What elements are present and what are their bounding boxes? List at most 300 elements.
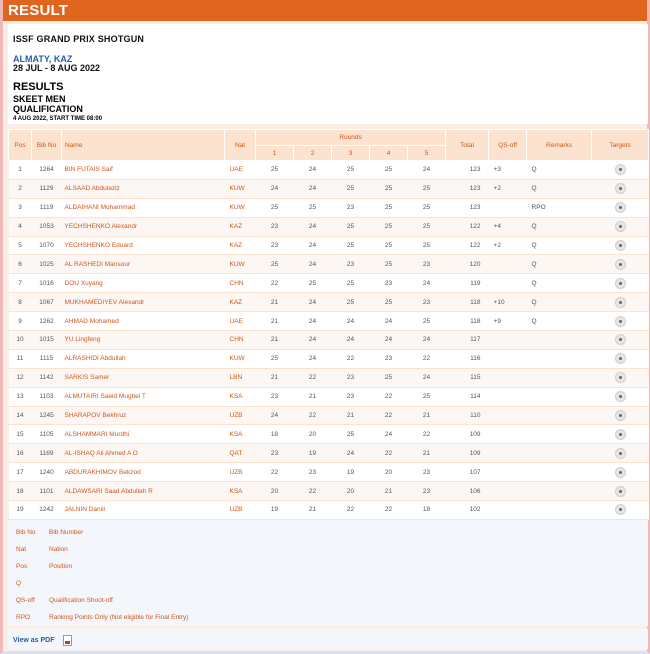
- cell-remarks: [527, 349, 592, 368]
- cell-name: YECHSHENKO Eduard: [62, 236, 225, 255]
- cell-round-1: 21: [256, 368, 294, 387]
- cell-qs-off: +2: [489, 236, 527, 255]
- cell-pos: 9: [9, 312, 32, 331]
- cell-remarks: Q: [527, 236, 592, 255]
- cell-round-2: 19: [294, 444, 332, 463]
- cell-nat: UZB: [225, 406, 256, 425]
- col-round-1: 1: [256, 146, 294, 161]
- table-row: [9, 198, 649, 217]
- cell-total: 118: [446, 293, 489, 312]
- cell-name: AHMAD Mohamed: [62, 312, 225, 331]
- cell-qs-off: +10: [489, 293, 527, 312]
- cell-round-4: 24: [370, 312, 408, 331]
- cell-pos: 14: [9, 406, 32, 425]
- cell-nat: KUW: [225, 198, 256, 217]
- cell-targets: [592, 406, 649, 425]
- cell-total: 102: [446, 501, 489, 520]
- cell-bib: 1115: [32, 349, 62, 368]
- target-icon[interactable]: [615, 316, 626, 327]
- cell-nat: KSA: [225, 482, 256, 501]
- cell-qs-off: [489, 331, 527, 350]
- cell-round-3: 23: [332, 387, 370, 406]
- cell-round-1: 22: [256, 463, 294, 482]
- cell-bib: 1105: [32, 425, 62, 444]
- cell-qs-off: [489, 368, 527, 387]
- cell-pos: 19: [9, 501, 32, 520]
- cell-name: YECHSHENKO Alexandr: [62, 217, 225, 236]
- cell-round-4: 22: [370, 387, 408, 406]
- cell-round-4: 24: [370, 331, 408, 350]
- cell-bib: 1016: [32, 274, 62, 293]
- cell-nat: UAE: [225, 161, 256, 180]
- cell-name: JALNIN Daniil: [62, 501, 225, 520]
- cell-nat: CHN: [225, 331, 256, 350]
- cell-pos: 10: [9, 331, 32, 350]
- cell-total: 118: [446, 312, 489, 331]
- cell-nat: UZB: [225, 463, 256, 482]
- legend-value: Bib Number: [49, 529, 84, 536]
- cell-targets: [592, 368, 649, 387]
- page-title: RESULT: [3, 0, 647, 21]
- cell-qs-off: +3: [489, 161, 527, 180]
- legend-value: Position: [49, 563, 73, 570]
- cell-nat: UZB: [225, 501, 256, 520]
- legend-value: Nation: [49, 546, 68, 553]
- cell-targets: [592, 444, 649, 463]
- table-row: [9, 463, 649, 482]
- cell-total: 106: [446, 482, 489, 501]
- legend-value: Qualification Shoot-off: [49, 597, 113, 604]
- cell-round-5: 25: [408, 217, 446, 236]
- cell-round-3: 25: [332, 179, 370, 198]
- cell-targets: [592, 387, 649, 406]
- cell-total: 110: [446, 406, 489, 425]
- cell-round-4: 25: [370, 255, 408, 274]
- legend-key: Pos: [16, 563, 28, 570]
- target-icon[interactable]: [615, 504, 626, 515]
- cell-qs-off: [489, 387, 527, 406]
- col-round-4: 4: [370, 146, 408, 161]
- results-body: [9, 161, 649, 520]
- cell-round-2: 24: [294, 331, 332, 350]
- cell-targets: [592, 425, 649, 444]
- table-row: [9, 331, 649, 350]
- cell-remarks: Q: [527, 312, 592, 331]
- cell-round-4: 22: [370, 406, 408, 425]
- cell-name: ALDAIHANI Mohammad: [62, 198, 225, 217]
- cell-total: 115: [446, 368, 489, 387]
- cell-pos: 7: [9, 274, 32, 293]
- cell-remarks: [527, 406, 592, 425]
- cell-pos: 6: [9, 255, 32, 274]
- cell-targets: [592, 312, 649, 331]
- cell-name: DOU Xuyang: [62, 274, 225, 293]
- discipline-label: SKEET MEN: [13, 94, 66, 104]
- cell-total: 109: [446, 425, 489, 444]
- target-icon[interactable]: [615, 410, 626, 421]
- cell-targets: [592, 331, 649, 350]
- cell-total: 114: [446, 387, 489, 406]
- cell-remarks: [527, 444, 592, 463]
- target-icon[interactable]: [615, 202, 626, 213]
- target-icon[interactable]: [615, 221, 626, 232]
- target-icon[interactable]: [615, 486, 626, 497]
- cell-round-2: 24: [294, 312, 332, 331]
- cell-bib: 1262: [32, 312, 62, 331]
- cell-round-3: 25: [332, 293, 370, 312]
- cell-qs-off: [489, 482, 527, 501]
- col-total: Total: [446, 130, 489, 161]
- cell-round-1: 24: [256, 179, 294, 198]
- legend-key: QS-off: [16, 597, 35, 604]
- cell-targets: [592, 179, 649, 198]
- col-pos: Pos: [9, 130, 32, 161]
- pdf-icon[interactable]: [63, 635, 72, 646]
- cell-bib: 1119: [32, 198, 62, 217]
- table-row: [9, 161, 649, 180]
- cell-round-5: 25: [408, 312, 446, 331]
- cell-round-4: 23: [370, 274, 408, 293]
- cell-name: ALRASHIDI Abdullah: [62, 349, 225, 368]
- cell-round-1: 25: [256, 198, 294, 217]
- results-table: [8, 129, 649, 520]
- target-icon[interactable]: [615, 334, 626, 345]
- col-round-3: 3: [332, 146, 370, 161]
- cell-name: SHARAPOV Bekhruz: [62, 406, 225, 425]
- cell-round-3: 22: [332, 349, 370, 368]
- cell-remarks: [527, 387, 592, 406]
- cell-round-2: 20: [294, 425, 332, 444]
- target-icon[interactable]: [615, 259, 626, 270]
- cell-qs-off: [489, 444, 527, 463]
- cell-targets: [592, 463, 649, 482]
- col-nat: Nat: [225, 130, 256, 161]
- cell-total: 122: [446, 217, 489, 236]
- cell-round-2: 24: [294, 179, 332, 198]
- cell-round-1: 22: [256, 274, 294, 293]
- target-icon[interactable]: [615, 467, 626, 478]
- cell-round-2: 22: [294, 406, 332, 425]
- table-row: [9, 444, 649, 463]
- table-row: [9, 274, 649, 293]
- cell-round-4: 23: [370, 349, 408, 368]
- cell-pos: 17: [9, 463, 32, 482]
- cell-bib: 1264: [32, 161, 62, 180]
- cell-name: YU Lingfeng: [62, 331, 225, 350]
- cell-bib: 1070: [32, 236, 62, 255]
- cell-round-4: 25: [370, 198, 408, 217]
- cell-round-5: 24: [408, 331, 446, 350]
- cell-nat: KAZ: [225, 217, 256, 236]
- cell-targets: [592, 482, 649, 501]
- event-location: ALMATY, KAZ: [13, 54, 73, 64]
- target-icon[interactable]: [615, 164, 626, 175]
- cell-pos: 3: [9, 198, 32, 217]
- cell-bib: 1067: [32, 293, 62, 312]
- legend-key: Bib No: [16, 529, 36, 536]
- col-round-5: 5: [408, 146, 446, 161]
- table-row: [9, 501, 649, 520]
- cell-round-3: 23: [332, 368, 370, 387]
- cell-total: 116: [446, 349, 489, 368]
- cell-remarks: [527, 425, 592, 444]
- table-row: [9, 255, 649, 274]
- table-row: [9, 293, 649, 312]
- legend-value: Ranking Points Only (Not eligible for Final Entry): [49, 614, 189, 621]
- cell-remarks: Q: [527, 217, 592, 236]
- cell-nat: KAZ: [225, 236, 256, 255]
- cell-targets: [592, 217, 649, 236]
- cell-round-3: 20: [332, 482, 370, 501]
- target-icon[interactable]: [615, 240, 626, 251]
- cell-targets: [592, 161, 649, 180]
- cell-remarks: [527, 482, 592, 501]
- cell-round-4: 20: [370, 463, 408, 482]
- target-icon[interactable]: [615, 353, 626, 364]
- cell-qs-off: [489, 349, 527, 368]
- cell-round-4: 22: [370, 444, 408, 463]
- cell-pos: 15: [9, 425, 32, 444]
- start-time: 4 AUG 2022, START TIME 08:00: [13, 116, 103, 122]
- cell-round-2: 25: [294, 274, 332, 293]
- cell-round-5: 24: [408, 161, 446, 180]
- cell-round-1: 20: [256, 482, 294, 501]
- cell-remarks: [527, 331, 592, 350]
- target-icon[interactable]: [615, 278, 626, 289]
- cell-bib: 1053: [32, 217, 62, 236]
- cell-bib: 1245: [32, 406, 62, 425]
- cell-round-5: 24: [408, 274, 446, 293]
- cell-name: SARKIS Samer: [62, 368, 225, 387]
- cell-round-4: 21: [370, 482, 408, 501]
- cell-round-3: 25: [332, 217, 370, 236]
- cell-bib: 1169: [32, 444, 62, 463]
- cell-round-2: 24: [294, 217, 332, 236]
- view-pdf-link[interactable]: View as PDF: [13, 637, 55, 644]
- table-row: [9, 236, 649, 255]
- cell-total: 119: [446, 274, 489, 293]
- table-row: [9, 425, 649, 444]
- phase-label: QUALIFICATION: [13, 104, 83, 114]
- cell-pos: 1: [9, 161, 32, 180]
- cell-round-2: 24: [294, 293, 332, 312]
- cell-round-5: 24: [408, 368, 446, 387]
- table-row: [9, 406, 649, 425]
- cell-bib: 1025: [32, 255, 62, 274]
- target-icon[interactable]: [615, 372, 626, 383]
- cell-round-2: 24: [294, 349, 332, 368]
- cell-bib: 1129: [32, 179, 62, 198]
- cell-nat: KUW: [225, 349, 256, 368]
- cell-qs-off: [489, 501, 527, 520]
- cell-round-3: 24: [332, 444, 370, 463]
- cell-round-1: 24: [256, 406, 294, 425]
- cell-round-3: 23: [332, 198, 370, 217]
- col-round-2: 2: [294, 146, 332, 161]
- cell-targets: [592, 198, 649, 217]
- cell-remarks: [527, 501, 592, 520]
- cell-round-3: 25: [332, 236, 370, 255]
- cell-round-4: 25: [370, 293, 408, 312]
- cell-round-4: 25: [370, 161, 408, 180]
- cell-qs-off: [489, 406, 527, 425]
- cell-remarks: [527, 463, 592, 482]
- cell-round-1: 21: [256, 331, 294, 350]
- cell-qs-off: [489, 425, 527, 444]
- cell-round-5: 25: [408, 179, 446, 198]
- cell-bib: 1142: [32, 368, 62, 387]
- cell-round-5: 22: [408, 425, 446, 444]
- cell-name: MUKHAMEDIYEV Alexandr: [62, 293, 225, 312]
- cell-round-4: 25: [370, 217, 408, 236]
- cell-round-3: 19: [332, 463, 370, 482]
- event-name: ISSF GRAND PRIX SHOTGUN: [13, 34, 145, 44]
- cell-qs-off: +9: [489, 312, 527, 331]
- cell-pos: 18: [9, 482, 32, 501]
- cell-pos: 2: [9, 179, 32, 198]
- legend: [8, 520, 648, 626]
- cell-round-5: 21: [408, 406, 446, 425]
- cell-name: ABDURAKHIMOV Bekzod: [62, 463, 225, 482]
- col-qs-off: QS-off: [489, 130, 527, 161]
- cell-round-5: 21: [408, 444, 446, 463]
- cell-remarks: Q: [527, 179, 592, 198]
- cell-total: 122: [446, 236, 489, 255]
- cell-round-3: 23: [332, 255, 370, 274]
- cell-round-2: 24: [294, 236, 332, 255]
- cell-total: 107: [446, 463, 489, 482]
- cell-qs-off: +4: [489, 217, 527, 236]
- cell-round-1: 23: [256, 444, 294, 463]
- cell-pos: 16: [9, 444, 32, 463]
- footer: [8, 629, 648, 649]
- cell-qs-off: [489, 198, 527, 217]
- cell-name: ALSHAMMARI Murdhi: [62, 425, 225, 444]
- cell-bib: 1101: [32, 482, 62, 501]
- cell-name: AL RASHEDI Mansour: [62, 255, 225, 274]
- legend-key: Q: [16, 580, 22, 587]
- cell-pos: 13: [9, 387, 32, 406]
- target-icon[interactable]: [615, 429, 626, 440]
- cell-name: AL-ISHAQ Ali Ahmed A O: [62, 444, 225, 463]
- cell-bib: 1242: [32, 501, 62, 520]
- cell-remarks: RPO: [527, 198, 592, 217]
- cell-remarks: Q: [527, 293, 592, 312]
- event-header: [8, 24, 648, 124]
- event-dates: 28 JUL - 8 AUG 2022: [13, 63, 101, 73]
- cell-round-4: 24: [370, 425, 408, 444]
- legend-key: Nat: [16, 546, 27, 553]
- cell-targets: [592, 501, 649, 520]
- cell-qs-off: [489, 255, 527, 274]
- cell-nat: KSA: [225, 425, 256, 444]
- cell-round-5: 25: [408, 387, 446, 406]
- cell-round-1: 19: [256, 501, 294, 520]
- col-rounds: Rounds: [256, 130, 446, 146]
- cell-round-1: 23: [256, 217, 294, 236]
- cell-nat: QAT: [225, 444, 256, 463]
- table-row: [9, 387, 649, 406]
- cell-qs-off: [489, 274, 527, 293]
- cell-pos: 11: [9, 349, 32, 368]
- cell-nat: KAZ: [225, 293, 256, 312]
- cell-round-4: 25: [370, 179, 408, 198]
- cell-total: 117: [446, 331, 489, 350]
- cell-name: BIN FUTAIS Saif: [62, 161, 225, 180]
- table-row: [9, 179, 649, 198]
- cell-pos: 12: [9, 368, 32, 387]
- cell-pos: 5: [9, 236, 32, 255]
- cell-round-2: 24: [294, 255, 332, 274]
- cell-round-2: 21: [294, 387, 332, 406]
- cell-total: 123: [446, 179, 489, 198]
- col-bib: Bib No: [32, 130, 62, 161]
- cell-round-1: 25: [256, 161, 294, 180]
- target-icon[interactable]: [615, 448, 626, 459]
- target-icon[interactable]: [615, 183, 626, 194]
- cell-nat: LBN: [225, 368, 256, 387]
- cell-targets: [592, 274, 649, 293]
- cell-total: 123: [446, 198, 489, 217]
- cell-name: ALDAWSARI Saad Abdullah R: [62, 482, 225, 501]
- cell-round-2: 23: [294, 463, 332, 482]
- cell-round-3: 22: [332, 501, 370, 520]
- table-row: [9, 349, 649, 368]
- cell-round-1: 23: [256, 387, 294, 406]
- cell-round-1: 21: [256, 293, 294, 312]
- cell-nat: CHN: [225, 274, 256, 293]
- cell-round-3: 25: [332, 274, 370, 293]
- cell-nat: KUW: [225, 179, 256, 198]
- cell-round-3: 24: [332, 312, 370, 331]
- col-targets: Targets: [592, 130, 649, 161]
- cell-pos: 4: [9, 217, 32, 236]
- cell-round-1: 25: [256, 255, 294, 274]
- table-row: [9, 217, 649, 236]
- col-remarks: Remarks: [527, 130, 592, 161]
- cell-round-3: 24: [332, 331, 370, 350]
- cell-round-5: 23: [408, 482, 446, 501]
- cell-targets: [592, 255, 649, 274]
- cell-round-5: 25: [408, 236, 446, 255]
- cell-round-2: 22: [294, 482, 332, 501]
- cell-nat: KUW: [225, 255, 256, 274]
- cell-round-5: 25: [408, 198, 446, 217]
- cell-name: ALMUTAIRI Saeid Mugbel T: [62, 387, 225, 406]
- cell-round-2: 25: [294, 198, 332, 217]
- target-icon[interactable]: [615, 391, 626, 402]
- target-icon[interactable]: [615, 297, 626, 308]
- cell-round-1: 18: [256, 425, 294, 444]
- cell-round-5: 23: [408, 463, 446, 482]
- cell-round-3: 25: [332, 425, 370, 444]
- cell-round-5: 18: [408, 501, 446, 520]
- cell-remarks: Q: [527, 255, 592, 274]
- cell-total: 123: [446, 161, 489, 180]
- cell-bib: 1103: [32, 387, 62, 406]
- cell-round-5: 23: [408, 293, 446, 312]
- cell-nat: UAE: [225, 312, 256, 331]
- cell-round-1: 21: [256, 312, 294, 331]
- col-name: Name: [62, 130, 225, 161]
- table-row: [9, 312, 649, 331]
- cell-round-4: 22: [370, 501, 408, 520]
- cell-round-4: 25: [370, 236, 408, 255]
- cell-targets: [592, 293, 649, 312]
- table-row: [9, 482, 649, 501]
- cell-targets: [592, 236, 649, 255]
- cell-bib: 1240: [32, 463, 62, 482]
